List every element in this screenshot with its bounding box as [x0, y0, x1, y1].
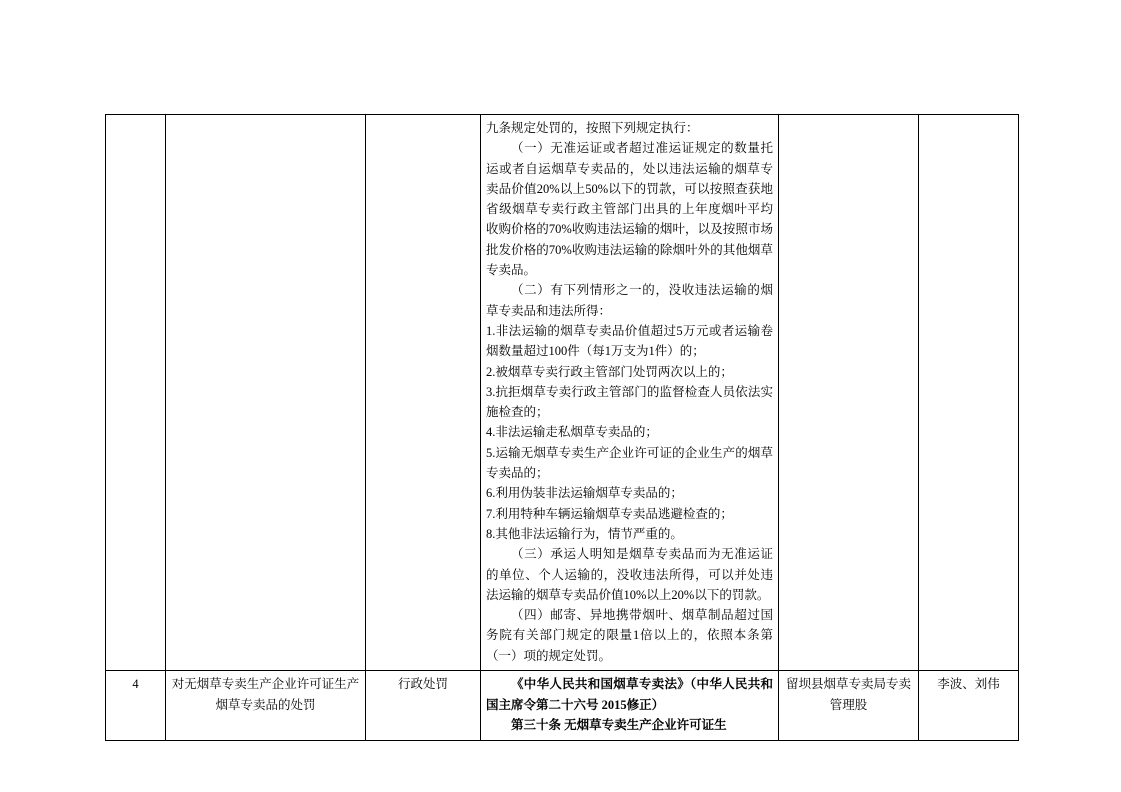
cell-type-text: 行政处罚: [397, 677, 448, 692]
cell-department-text: 留坝县烟草专卖局专卖管理股: [785, 677, 911, 712]
basis-paragraph: 5.运输无烟草专卖生产企业许可证的企业生产的烟草专卖品的；: [486, 445, 773, 481]
basis-paragraph: 7.利用特种车辆运输烟草专卖品逃避检查的；: [486, 506, 733, 521]
cell-item: [166, 671, 366, 741]
regulation-table: [105, 114, 1019, 741]
basis-paragraph: 2.被烟草专卖行政主管部门处罚两次以上的；: [486, 364, 733, 379]
cell-basis-text: [481, 115, 778, 670]
cell-responsible: [919, 671, 1019, 741]
cell-item-text: [166, 115, 365, 132]
cell-department: [779, 671, 919, 741]
cell-responsible-text: 李波、刘伟: [937, 677, 1000, 692]
basis-paragraph: 九条规定处罚的，按照下列规定执行：: [486, 121, 699, 135]
basis-paragraph: （三）承运人明知是烟草专卖品而为无准运证的单位、个人运输的，没收违法所得，可以并处违法运输的烟草专卖品价值10%以上20%以下的罚款。: [486, 547, 773, 602]
cell-responsible-text: [919, 115, 1018, 132]
table-row: [106, 671, 1019, 741]
cell-type-text: [366, 115, 480, 132]
basis-paragraph: 《中华人民共和国烟草专卖法》（中华人民共和国主席令第二十六号 2015修正）: [486, 677, 773, 712]
cell-item-text: 对无烟草专卖生产企业许可证生产烟草专卖品的处罚: [171, 677, 360, 712]
basis-paragraph: 1.非法运输的烟草专卖品价值超过5万元或者运输卷烟数量超过100件（每1万支为1件）的；: [486, 323, 773, 359]
cell-basis-text: [481, 671, 778, 740]
basis-paragraph: 8.其他非法运输行为，情节严重的。: [486, 526, 683, 541]
cell-index: [106, 115, 166, 671]
cell-basis: [481, 671, 779, 741]
cell-type: [366, 115, 481, 671]
cell-department: [779, 115, 919, 671]
cell-basis: [481, 115, 779, 671]
cell-index: [106, 671, 166, 741]
basis-paragraph: 4.非法运输走私烟草专卖品的；: [486, 425, 658, 440]
cell-item: [166, 115, 366, 671]
basis-paragraph: （四）邮寄、异地携带烟叶、烟草制品超过国务院有关部门规定的限量1倍以上的，依照本条第（一）项的规定处罚。: [486, 608, 773, 663]
cell-type: [366, 671, 481, 741]
table-row: [106, 115, 1019, 671]
basis-paragraph: 3.抗拒烟草专卖行政主管部门的监督检查人员依法实施检查的；: [486, 384, 773, 420]
cell-index-text: [106, 115, 165, 132]
cell-index-text: 4: [132, 677, 139, 692]
basis-paragraph: （一）无准运证或者超过准运证规定的数量托运或者自运烟草专卖品的，处以违法运输的烟草专卖品价值20%以上50%以下的罚款，可以按照查获地省级烟草专卖行政主管部门出具的上年度烟叶平均收购价格的70%收购违法运输的烟叶，以及按照市场批发价格的70%收购违法运输的除烟叶外的其他烟草专卖品。: [486, 141, 773, 278]
cell-responsible: [919, 115, 1019, 671]
basis-paragraph: 6.利用伪装非法运输烟草专卖品的；: [486, 486, 683, 501]
cell-department-text: [779, 115, 918, 132]
basis-paragraph: 第三十条 无烟草专卖生产企业许可证生: [511, 718, 727, 733]
basis-paragraph: （二）有下列情形之一的，没收违法运输的烟草专卖品和违法所得：: [486, 283, 773, 318]
